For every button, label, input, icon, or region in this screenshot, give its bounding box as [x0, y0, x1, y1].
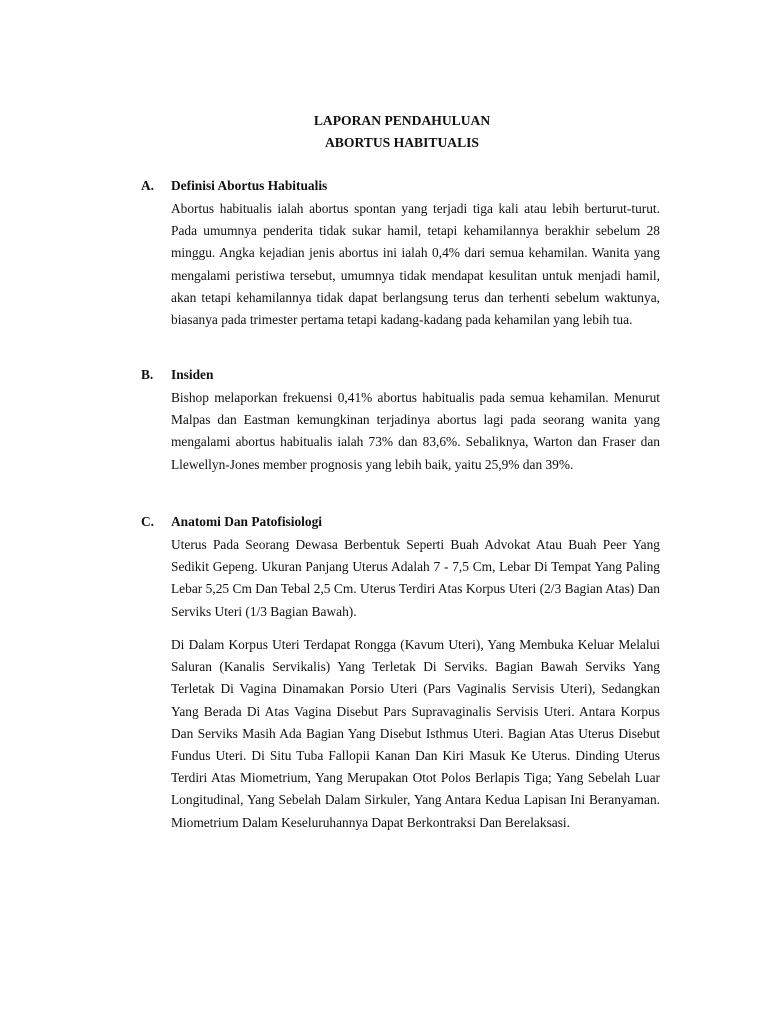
section-letter: A.: [141, 178, 155, 193]
section-heading: Definisi Abortus Habitualis: [171, 178, 328, 193]
document-subtitle: ABORTUS HABITUALIS: [324, 135, 479, 150]
section-heading: Anatomi Dan Patofisiologi: [171, 514, 323, 529]
section-paragraph: Uterus Pada Seorang Dewasa Berbentuk Seperti Buah Advokat Atau Buah Peer Yang Sedikit Gepeng. Ukuran Panjang Uterus Adalah 7 - 7,5 Cm, Lebar Di Tempat Yang Paling Lebar 5,25 Cm Dan Tebal 2,5 Cm. Uterus Terdiri Atas Korpus Uteri (2/3 Bagian Atas) Dan Serviks Uteri (1/3 Bagian Bawah).: [171, 537, 660, 619]
section-heading: Insiden: [171, 367, 214, 382]
section-paragraph: Bishop melaporkan frekuensi 0,41% abortus habitualis pada semua kehamilan. Menurut Malpas dan Eastman kemungkinan terjadinya abortus lagi pada seorang wanita yang mengalami abortus habitualis ialah 73% dan 83,6%. Sebaliknya, Warton dan Fraser dan Llewellyn-Jones member prognosis yang lebih baik, yaitu 25,9% dan 39%.: [171, 390, 660, 472]
document-title: LAPORAN PENDAHULUAN: [313, 113, 491, 128]
section-letter: C.: [141, 514, 155, 529]
section-paragraph: Di Dalam Korpus Uteri Terdapat Rongga (Kavum Uteri), Yang Membuka Keluar Melalui Saluran (Kanalis Servikalis) Yang Terletak Di Serviks. Bagian Bawah Serviks Yang Terletak Di Vagina Dinamakan Porsio Uteri (Pars Vaginalis Servisis Uteri), Sedangkan Yang Berada Di Atas Vagina Disebut Pars Supravaginalis Servisis Uteri. Antara Korpus Dan Serviks Masih Ada Bagian Yang Disebut Isthmus Uteri. Bagian Atas Uterus Disebut Fundus Uteri. Di Situ Tuba Fallopii Kanan Dan Kiri Masuk Ke Uterus. Dinding Uterus Terdiri Atas Miometrium, Yang Merupakan Otot Polos Berlapis Tiga; Yang Sebelah Luar Longitudinal, Yang Sebelah Dalam Sirkuler, Yang Antara Kedua Lapisan Ini Beranyaman. Miometrium Dalam Keseluruhannya Dapat Berkontraksi Dan Berelaksasi.: [171, 637, 660, 830]
section-paragraph: Abortus habitualis ialah abortus spontan yang terjadi tiga kali atau lebih berturut-turut. Pada umumnya penderita tidak sukar hamil, tetapi kehamilannya berakhir sebelum 28 minggu. Angka kejadian jenis abortus ini ialah 0,4% dari semua kehamilan. Wanita yang mengalami peristiwa tersebut, umumnya tidak mendapat kesulitan untuk menjadi hamil, akan tetapi kehamilannya tidak dapat berlangsung terus dan terhenti sebelum waktunya, biasanya pada trimester pertama tetapi kadang-kadang pada kehamilan yang lebih tua.: [171, 201, 660, 328]
section-letter: B.: [141, 367, 154, 382]
